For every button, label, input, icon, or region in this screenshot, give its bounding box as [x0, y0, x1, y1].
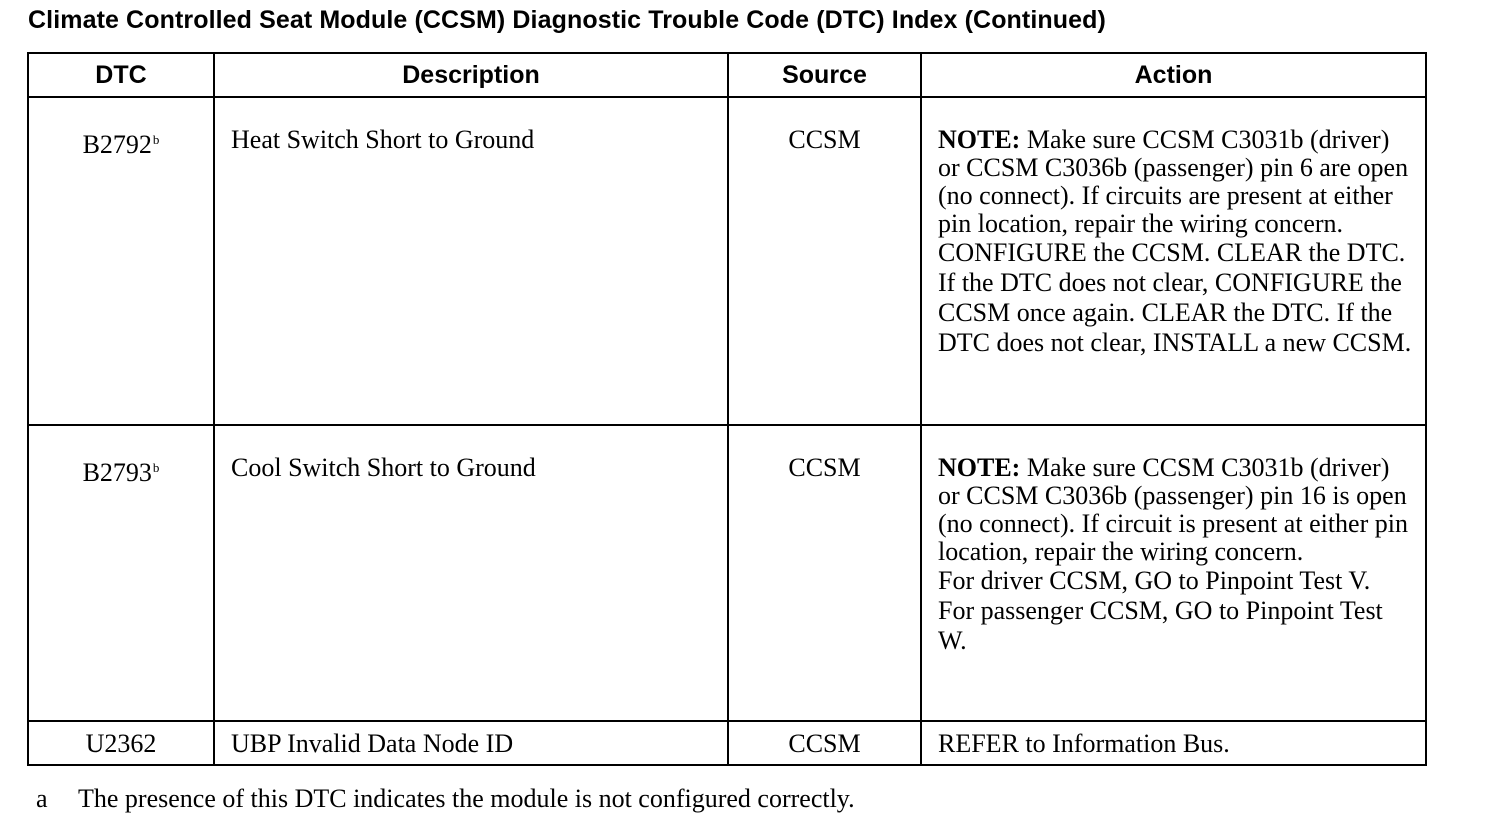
footnote-mark: a	[36, 784, 48, 813]
note-text: Make sure CCSM C3031b (driver) or CCSM C3036b (passenger) pin 16 is open (no connect). If circuit is present at either pin location, repair the wiring concern.	[938, 453, 1408, 566]
table-row	[28, 425, 1426, 721]
description-cell: Cool Switch Short to Ground	[214, 425, 728, 721]
table-header-row	[28, 53, 1426, 97]
action-cell	[921, 97, 1426, 425]
footnote-text: The presence of this DTC indicates the module is not configured correctly.	[78, 784, 855, 813]
table-row	[28, 97, 1426, 425]
description-cell: UBP Invalid Data Node ID	[214, 721, 728, 765]
dtc-cell	[28, 721, 214, 765]
source-cell: CCSM	[728, 97, 921, 425]
table-row	[28, 721, 1426, 765]
dtc-code: B2792	[82, 130, 152, 159]
source-cell: CCSM	[728, 425, 921, 721]
dtc-index-table	[27, 52, 1427, 766]
action-step: CONFIGURE the CCSM. CLEAR the DTC. If the DTC does not clear, CONFIGURE the CCSM once again. CLEAR the DTC. If the DTC does not clear, INSTALL a new CCSM.	[938, 238, 1412, 357]
action-cell	[921, 425, 1426, 721]
dtc-footnote-mark: b	[152, 132, 160, 147]
dtc-footnote-mark: b	[152, 460, 160, 475]
footnote	[36, 784, 855, 814]
note-text: Make sure CCSM C3031b (driver) or CCSM C3036b (passenger) pin 6 are open (no connect). If circuits are present at either pin location, repair the wiring concern.	[938, 125, 1409, 238]
dtc-cell	[28, 97, 214, 425]
action-step: For passenger CCSM, GO to Pinpoint Test W.	[938, 596, 1383, 655]
header-dtc: DTC	[28, 53, 214, 97]
action-note	[938, 126, 1417, 238]
dtc-code: B2793	[82, 458, 152, 487]
header-source: Source	[728, 53, 921, 97]
dtc-code: U2362	[85, 729, 157, 758]
note-label: NOTE:	[938, 453, 1021, 482]
header-action: Action	[921, 53, 1426, 97]
source-cell: CCSM	[728, 721, 921, 765]
page-title: Climate Controlled Seat Module (CCSM) Diagnostic Trouble Code (DTC) Index (Continued)	[28, 6, 1106, 34]
action-cell: REFER to Information Bus.	[921, 721, 1426, 765]
note-label: NOTE:	[938, 125, 1021, 154]
description-cell: Heat Switch Short to Ground	[214, 97, 728, 425]
dtc-cell	[28, 425, 214, 721]
action-note	[938, 454, 1417, 566]
header-description: Description	[214, 53, 728, 97]
action-step: For driver CCSM, GO to Pinpoint Test V.	[938, 566, 1371, 595]
